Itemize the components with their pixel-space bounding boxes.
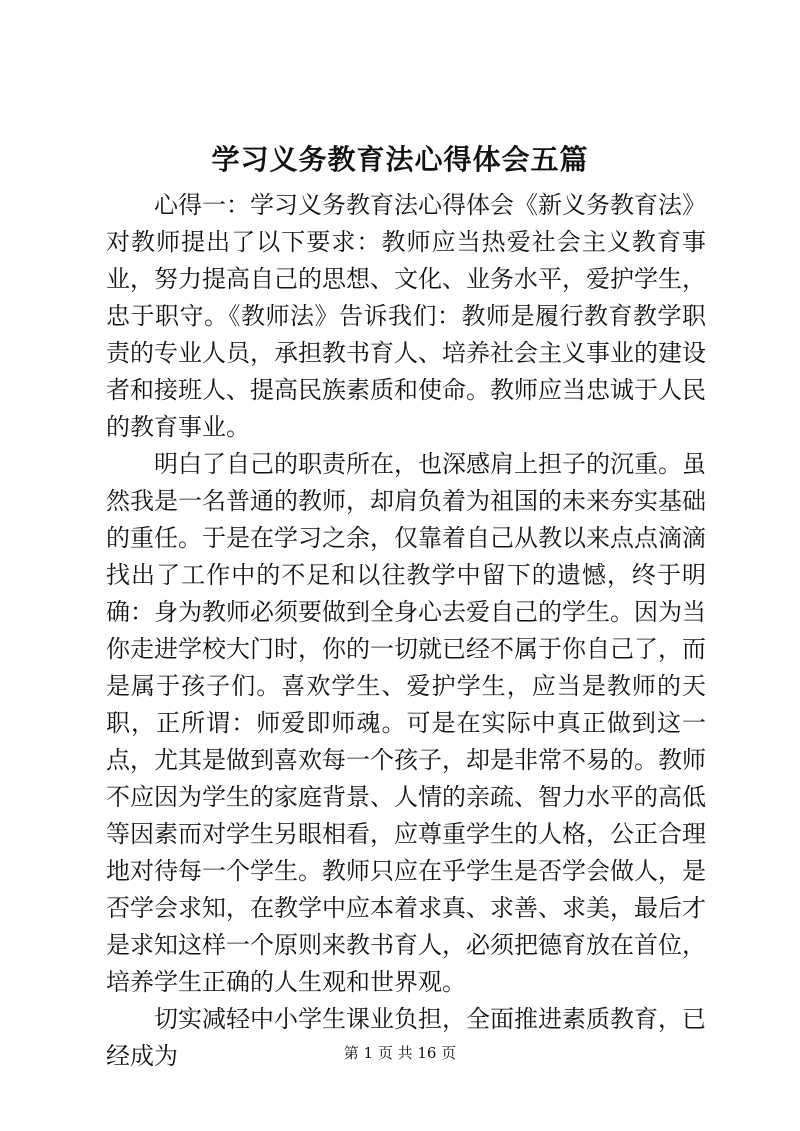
paragraph-3: 切实减轻中小学生课业负担，全面推进素质教育，已经成为 — [106, 1005, 706, 1070]
document-body — [106, 187, 706, 1075]
paragraph-2: 明白了自己的职责所在，也深感肩上担子的沉重。虽然我是一名普通的教师，却肩负着为祖国的未来夯实基础的重任。于是在学习之余，仅靠着自己从教以来点点滴滴找出了工作中的不足和以往教学中留下的遗憾，终于明确：身为教师必须要做到全身心去爱自己的学生。因为当你走进学校大门时，你的一切就已经不属于你自己了，而是属于孩子们。喜欢学生、爱护学生，应当是教师的天职，正所谓：师爱即师魂。可是在实际中真正做到这一点，尤其是做到喜欢每一个孩子，却是非常不易的。教师不应因为学生的家庭背景、人情的亲疏、智力水平的高低等因素而对学生另眼相看，应尊重学生的人格，公正合理地对待每一个学生。教师只应在乎学生是否学会做人，是否学会求知，在教学中应本着求真、求善、求美，最后才是求知这样一个原则来教书育人，必须把德育放在首位，培养学生正确的人生观和世界观。 — [106, 450, 706, 996]
paragraph-1: 心得一：学习义务教育法心得体会《新义务教育法》对教师提出了以下要求：教师应当热爱社会主义教育事业，努力提高自己的思想、文化、业务水平，爱护学生，忠于职守。《教师法》告诉我们：教师是履行教育教学职责的专业人员，承担教书育人、培养社会主义事业的建设者和接班人、提高民族素质和使命。教师应当忠诚于人民的教育事业。 — [106, 191, 706, 441]
page-number-footer: 第 1 页 共 16 页 — [343, 1044, 457, 1062]
document-title: 学习义务教育法心得体会五篇 — [211, 143, 589, 176]
